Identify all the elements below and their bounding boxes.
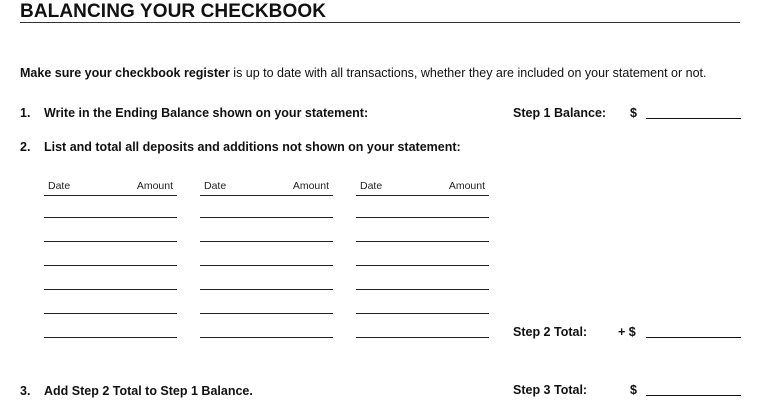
deposit-entry-line[interactable]: [356, 289, 489, 290]
deposit-entry-line[interactable]: [356, 217, 489, 218]
deposit-entry-line[interactable]: [44, 217, 177, 218]
date-header: Date: [204, 180, 227, 192]
step3-instruction: [20, 384, 253, 398]
step2-number: 2.: [20, 140, 31, 154]
deposit-column-header: [44, 180, 177, 196]
amount-header: Amount: [292, 180, 329, 192]
step1-instruction: [20, 106, 368, 120]
deposit-entry-line[interactable]: [356, 241, 489, 242]
step2-label: Step 2 Total:: [513, 325, 588, 339]
deposit-entry-line[interactable]: [356, 313, 489, 314]
deposit-entry-line[interactable]: [44, 313, 177, 314]
deposit-column-2: [200, 180, 333, 196]
step2-text: List and total all deposits and additions not shown on your statement:: [44, 140, 461, 154]
deposit-entry-line[interactable]: [44, 337, 177, 338]
step3-dollar-sign: $: [630, 383, 637, 397]
deposit-column-header: [200, 180, 333, 196]
step1-dollar-sign: $: [630, 106, 637, 120]
deposit-entry-line[interactable]: [356, 337, 489, 338]
intro-bold: Make sure your checkbook register: [20, 66, 230, 80]
deposit-column-header: [356, 180, 489, 196]
title-divider: [20, 22, 740, 23]
deposit-entry-line[interactable]: [200, 217, 333, 218]
step3-number: 3.: [20, 384, 31, 398]
intro-text: [20, 66, 706, 80]
deposit-entry-line[interactable]: [200, 241, 333, 242]
deposit-column-1: [44, 180, 177, 196]
step3-total-field[interactable]: [646, 395, 741, 396]
date-header: Date: [360, 180, 383, 192]
amount-header: Amount: [448, 180, 485, 192]
deposit-entry-line[interactable]: [44, 289, 177, 290]
step1-balance-field[interactable]: [646, 118, 741, 119]
intro-rest: is up to date with all transactions, whether they are included on your statement or not.: [229, 66, 707, 80]
deposit-entry-line[interactable]: [200, 313, 333, 314]
step2-instruction: [20, 140, 461, 154]
date-header: Date: [48, 180, 71, 192]
page-title: BALANCING YOUR CHECKBOOK: [20, 1, 327, 22]
deposit-entry-line[interactable]: [200, 265, 333, 266]
deposit-column-3: [356, 180, 489, 196]
step1-label: Step 1 Balance:: [513, 106, 607, 120]
step3-text: Add Step 2 Total to Step 1 Balance.: [44, 384, 253, 398]
deposit-entry-line[interactable]: [44, 265, 177, 266]
deposit-entry-line[interactable]: [44, 241, 177, 242]
step1-number: 1.: [20, 106, 31, 120]
step3-label: Step 3 Total:: [513, 383, 588, 397]
deposit-entry-line[interactable]: [200, 289, 333, 290]
step2-plus-dollar-sign: + $: [618, 325, 636, 339]
deposit-entry-line[interactable]: [200, 337, 333, 338]
step1-text: Write in the Ending Balance shown on your statement:: [44, 106, 369, 120]
step2-total-field[interactable]: [646, 337, 741, 338]
amount-header: Amount: [136, 180, 173, 192]
deposit-entry-line[interactable]: [356, 265, 489, 266]
